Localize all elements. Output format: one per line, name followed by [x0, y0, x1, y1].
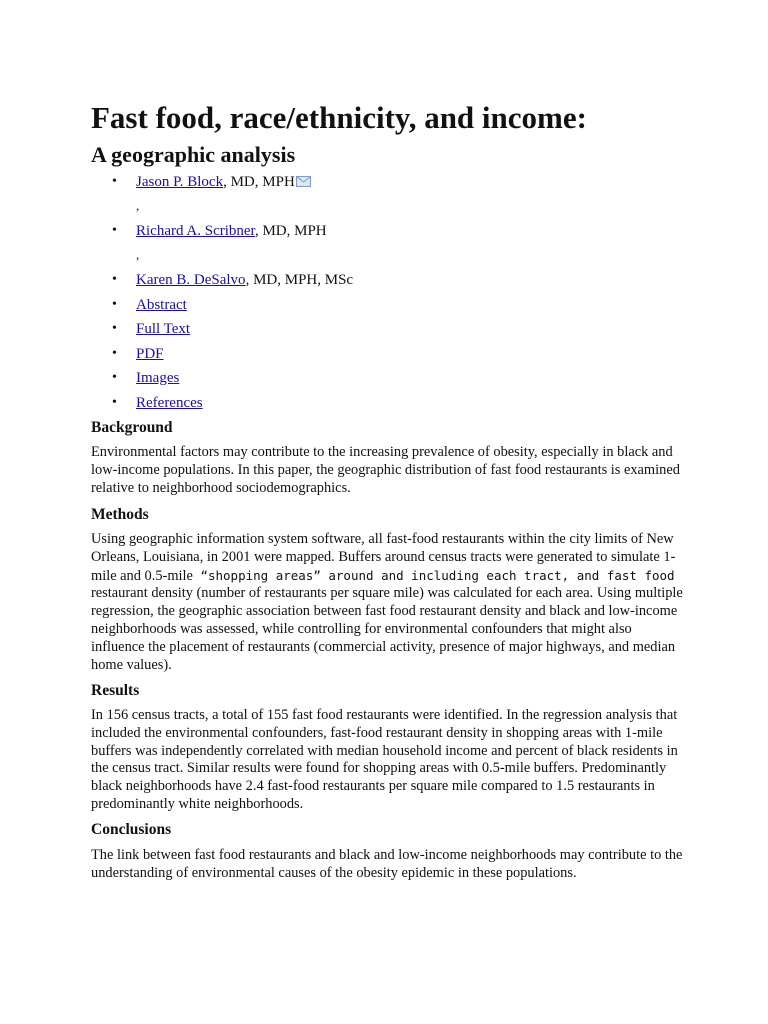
- bullet: •: [112, 345, 117, 361]
- conclusions-text: The link between fast food restaurants and black and low-income neighborhoods may contribute to the understanding of environmental causes of the obesity epidemic in these populations.: [91, 847, 683, 881]
- bullet: •: [112, 272, 117, 287]
- author-credentials: , MD, MPH: [223, 174, 295, 190]
- author-credentials: , MD, MPH, MSc: [245, 272, 354, 288]
- references-link[interactable]: References: [136, 394, 203, 411]
- list-item-full-text: [91, 319, 353, 344]
- bullet: •: [112, 296, 117, 312]
- article-subtitle: A geographic analysis: [91, 142, 296, 167]
- abstract-link[interactable]: Abstract: [136, 296, 187, 313]
- background-text: Environmental factors may contribute to the increasing prevalence of obesity, especially in black and low-income populations. In this paper, the geographic distribution of fast food restaurants is examined relative to neighborhood sociodemographics.: [91, 444, 680, 496]
- list-item-pdf: [91, 344, 353, 369]
- results-heading: Results: [91, 682, 140, 699]
- methods-text-part3: restaurant density (number of restaurants per square mile) was calculated for each area. Using multiple regression, the geographic association between fast food restaurant density and black and low-income neighborhoods was assessed, while controlling for environmental confounders that might also influence the placement of restaurants (commercial activity, presence of major highways, and median home values).: [91, 585, 683, 673]
- author-separator: ,: [136, 198, 140, 213]
- background-heading: Background: [91, 419, 173, 436]
- bullet: •: [112, 223, 117, 238]
- list-item-author-1: [91, 172, 353, 221]
- conclusions-heading: Conclusions: [91, 821, 172, 838]
- results-text: In 156 census tracts, a total of 155 fast food restaurants were identified. In the regression analysis that included the environmental confounders, fast-food restaurant density in shopping areas with 1-mile buffers was independently correlated with median household income and percent of black residents in the census tract. Similar results were found for shopping areas with 0.5-mile buffers. Predominantly black neighborhoods have 2.4 fast-food restaurants per square mile compared to 1.5 restaurants in predominantly white neighborhoods.: [91, 707, 678, 812]
- list-item-references: [91, 393, 353, 418]
- methods-text: [91, 531, 687, 674]
- article-title: Fast food, race/ethnicity, and income:: [91, 100, 587, 135]
- list-item-abstract: [91, 295, 353, 320]
- bullet: •: [112, 174, 117, 189]
- full-text-link[interactable]: Full Text: [136, 321, 191, 337]
- author-separator: ,: [136, 247, 140, 262]
- list-item-author-3: [91, 270, 353, 295]
- author-credentials: , MD, MPH: [254, 223, 327, 239]
- list-item-author-2: [91, 221, 353, 270]
- author-link-block[interactable]: Jason P. Block: [136, 174, 224, 190]
- pdf-link[interactable]: PDF: [136, 345, 164, 362]
- bullet: •: [112, 321, 117, 336]
- list-item-images: [91, 368, 353, 393]
- methods-heading: Methods: [91, 506, 149, 523]
- methods-text-part1: Using geographic information system software, all fast-food restaurants within the city limits of New Orleans, Louisiana, in 2001 were mapped. Buffers around census tracts were generated to simulate 1-mile and 0.5-mile: [91, 531, 676, 584]
- bullet: •: [112, 370, 117, 385]
- author-and-link-list: [91, 172, 353, 417]
- author-link-desalvo[interactable]: Karen B. DeSalvo: [136, 272, 246, 288]
- author-link-scribner[interactable]: Richard A. Scribner: [136, 223, 255, 239]
- images-link[interactable]: Images: [136, 370, 180, 386]
- email-envelope-icon[interactable]: [296, 176, 311, 187]
- methods-text-part2: “shopping areas” around and including each tract, and fast food: [192, 567, 675, 583]
- bullet: •: [112, 394, 117, 410]
